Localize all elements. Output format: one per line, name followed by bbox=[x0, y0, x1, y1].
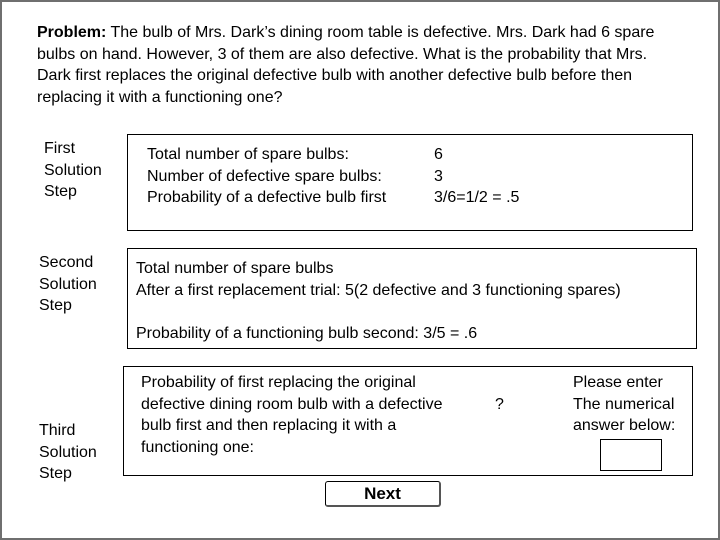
first-row-label: Total number of spare bulbs: bbox=[147, 146, 349, 163]
first-row-label: Number of defective spare bulbs: bbox=[147, 168, 382, 185]
second-step-line2: After a first replacement trial: 5(2 defective and 3 functioning spares) bbox=[136, 282, 621, 299]
first-step-label: First Solution Step bbox=[44, 140, 102, 200]
third-step-label: Third Solution Step bbox=[39, 422, 97, 482]
answer-prompt: Please enter The numerical answer below: bbox=[573, 374, 676, 434]
answer-input[interactable] bbox=[600, 439, 662, 471]
second-step-line3: Probability of a functioning bulb second: 3/5 = .6 bbox=[136, 325, 478, 342]
first-row-label: Probability of a defective bulb first bbox=[147, 189, 387, 206]
unknown-marker: ? bbox=[495, 396, 504, 413]
first-row-value: 3/6=1/2 = .5 bbox=[434, 189, 520, 206]
first-step-row-total bbox=[147, 144, 349, 166]
problem-text: The bulb of Mrs. Dark’s dining room table is defective. Mrs. Dark had 6 spare bulbs on hand. However, 3 of them are also defective. What is the probability that Mrs. Dark first replaces the original defective bulb with another defective bulb before then replacing it with a functioning one? bbox=[37, 24, 655, 106]
second-step-label: Second Solution Step bbox=[39, 254, 97, 314]
first-row-value: 3 bbox=[434, 168, 443, 185]
third-step-question: Probability of first replacing the original defective dining room bulb with a defective bulb first and then replacing it with a functioning one: bbox=[141, 374, 443, 456]
second-step-line1: Total number of spare bulbs bbox=[136, 260, 334, 277]
next-button[interactable]: Next bbox=[325, 481, 441, 507]
problem-statement bbox=[37, 22, 677, 108]
problem-label: Problem: bbox=[37, 24, 107, 41]
first-row-value: 6 bbox=[434, 146, 443, 163]
